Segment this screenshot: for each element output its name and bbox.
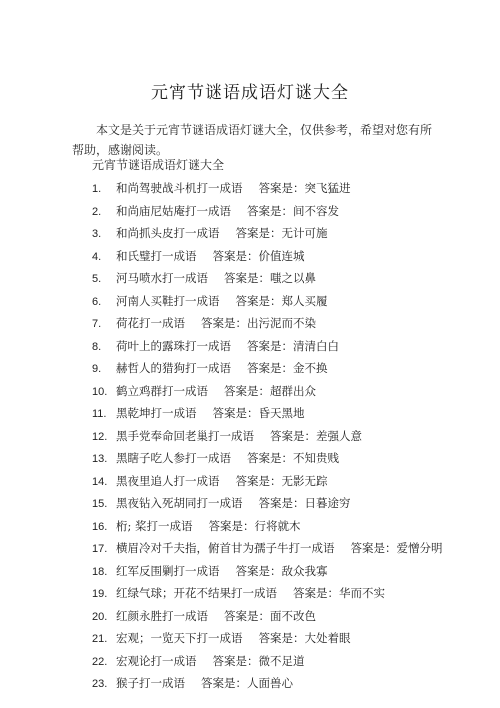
list-item	[92, 425, 443, 448]
riddle-answer: 答案是：价值连城	[212, 248, 305, 263]
list-item	[92, 447, 443, 470]
riddle-answer: 答案是：日暮途穷	[258, 496, 351, 510]
list-item	[92, 470, 443, 493]
item-number: 14.	[92, 475, 108, 488]
riddle-question: 横眉冷对千夫指，俯首甘为孺子牛打一成语	[116, 541, 335, 555]
riddle-question: 黑瞎子吃人参打一成语	[116, 451, 231, 465]
item-number: 17.	[92, 543, 108, 555]
riddle-answer: 答案是：面不改色	[224, 608, 316, 623]
riddle-question: 河南人买鞋打一成语	[116, 293, 220, 308]
riddle-answer: 答案是：行将就木	[208, 518, 301, 533]
list-item	[92, 627, 443, 650]
riddle-answer: 答案是：敌众我寡	[235, 563, 328, 578]
riddle-question: 红军反围剿打一成语	[116, 563, 220, 578]
riddle-question: 河马喷水打一成语	[116, 271, 208, 285]
item-number: 12.	[92, 430, 108, 443]
riddle-answer: 答案是：无计可施	[235, 226, 328, 240]
riddle-question: 和尚庙尼姑庵打一成语	[116, 203, 231, 218]
riddle-answer: 答案是：金不换	[247, 361, 328, 375]
list-item	[92, 492, 443, 515]
item-number: 8.	[92, 340, 102, 353]
riddle-answer: 答案是：清清白白	[247, 338, 339, 353]
item-number: 7.	[92, 318, 102, 330]
section-subtitle: 元宵节谜语成语灯谜大全	[92, 158, 225, 172]
item-number: 3.	[92, 228, 102, 240]
item-number: 10.	[92, 385, 108, 398]
page-title: 元宵节谜语成语灯谜大全	[151, 83, 349, 103]
riddle-question: 赫哲人的猎狗打一成语	[116, 361, 231, 375]
riddle-answer: 答案是：嗤之以鼻	[224, 271, 316, 285]
riddle-question: 荷叶上的露珠打一成语	[116, 338, 231, 353]
riddle-question: 鹤立鸡群打一成语	[116, 383, 208, 398]
riddle-question: 和氏璧打一成语	[116, 248, 197, 263]
item-number: 6.	[92, 295, 102, 308]
riddle-question: 黑乾坤打一成语	[116, 406, 197, 420]
riddle-question: 黑手党奉命回老巢打一成语	[116, 428, 254, 443]
list-item	[92, 515, 443, 538]
item-number: 2.	[92, 205, 102, 218]
item-number: 5.	[92, 273, 102, 285]
item-number: 4.	[92, 250, 102, 263]
list-item	[92, 650, 443, 673]
riddle-answer: 答案是：超群出众	[224, 383, 316, 398]
list-item	[92, 222, 443, 245]
item-number: 23.	[92, 678, 108, 690]
item-number: 16.	[92, 520, 108, 533]
item-number: 13.	[92, 453, 108, 465]
riddle-question: 红颜永胜打一成语	[116, 608, 208, 623]
riddle-answer: 答案是：出污泥而不染	[201, 316, 316, 330]
riddle-answer: 答案是：间不容发	[247, 203, 339, 218]
item-number: 1.	[92, 183, 102, 195]
list-item	[92, 537, 443, 560]
item-number: 20.	[92, 610, 108, 623]
list-item	[92, 605, 443, 628]
list-item	[92, 402, 443, 425]
riddle-answer: 答案是：爱憎分明	[350, 541, 443, 555]
item-number: 21.	[92, 633, 108, 645]
riddle-question: 桁; 桨打一成语	[116, 518, 193, 533]
item-number: 22.	[92, 655, 108, 668]
list-item	[92, 357, 443, 380]
item-number: 9.	[92, 363, 102, 375]
riddle-question: 宏观；一览天下打一成语	[116, 631, 243, 645]
riddle-answer: 答案是：不知贵贱	[247, 451, 339, 465]
riddle-question: 黑夜里追人打一成语	[116, 473, 220, 488]
riddle-list	[92, 177, 443, 695]
riddle-question: 和尚抓头皮打一成语	[116, 226, 220, 240]
riddle-question: 宏观论打一成语	[116, 653, 197, 668]
riddle-answer: 答案是：郑人买履	[235, 293, 328, 308]
item-number: 19.	[92, 588, 108, 600]
riddle-answer: 答案是：差强人意	[270, 428, 362, 443]
list-item	[92, 380, 443, 403]
list-item	[92, 560, 443, 583]
list-item	[92, 312, 443, 335]
riddle-question: 和尚驾驶战斗机打一成语	[116, 181, 243, 195]
riddle-answer: 答案是：突飞猛进	[258, 181, 351, 195]
list-item	[92, 335, 443, 358]
list-item	[92, 200, 443, 223]
item-number: 15.	[92, 498, 108, 510]
list-item	[92, 267, 443, 290]
list-item	[92, 245, 443, 268]
list-item	[92, 290, 443, 313]
riddle-answer: 答案是：大处着眼	[258, 631, 351, 645]
riddle-question: 猴子打一成语	[116, 676, 185, 690]
riddle-question: 黑夜钻入死胡同打一成语	[116, 496, 243, 510]
riddle-question: 红绿气球；开花不结果打一成语	[116, 586, 277, 600]
riddle-answer: 答案是：昏天黑地	[212, 406, 305, 420]
list-item	[92, 582, 443, 605]
riddle-question: 荷花打一成语	[116, 316, 185, 330]
item-number: 18.	[92, 565, 108, 578]
riddle-answer: 答案是：无影无踪	[235, 473, 328, 488]
riddle-answer: 答案是：人面兽心	[201, 676, 293, 690]
riddle-answer: 答案是：华而不实	[293, 586, 385, 600]
item-number: 11.	[92, 408, 107, 420]
list-item	[92, 672, 443, 695]
riddle-answer: 答案是：微不足道	[212, 653, 305, 668]
list-item	[92, 177, 443, 200]
intro-paragraph: 本文是关于元宵节谜语成语灯谜大全，仅供参考，希望对您有所帮助，感谢阅读。	[72, 123, 433, 157]
